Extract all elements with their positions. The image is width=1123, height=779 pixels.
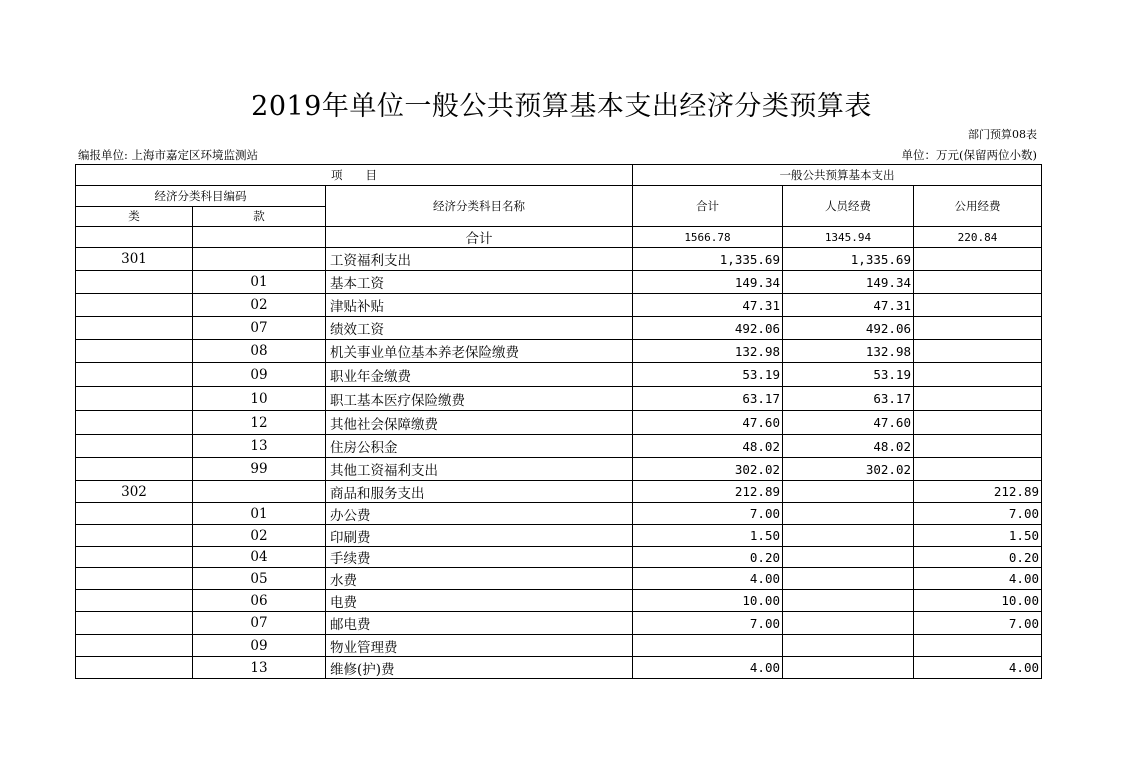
summary-lei bbox=[76, 227, 193, 248]
table-row bbox=[76, 458, 1042, 481]
header-public: 公用经费 bbox=[914, 186, 1042, 227]
row-total: 47.31 bbox=[633, 294, 783, 317]
row-kuan: 99 bbox=[193, 458, 326, 481]
row-name: 津贴补贴 bbox=[326, 294, 633, 317]
row-name: 职业年金缴费 bbox=[326, 363, 633, 387]
row-public bbox=[914, 317, 1042, 340]
row-personnel: 132.98 bbox=[783, 340, 914, 363]
row-total: 4.00 bbox=[633, 657, 783, 679]
row-name: 基本工资 bbox=[326, 271, 633, 294]
row-public bbox=[914, 363, 1042, 387]
row-name: 工资福利支出 bbox=[326, 248, 633, 271]
row-kuan: 07 bbox=[193, 612, 326, 635]
table-row bbox=[76, 568, 1042, 590]
row-kuan: 01 bbox=[193, 503, 326, 525]
row-name: 职工基本医疗保险缴费 bbox=[326, 387, 633, 411]
row-kuan bbox=[193, 248, 326, 271]
row-name: 办公费 bbox=[326, 503, 633, 525]
row-lei bbox=[76, 525, 193, 547]
row-public bbox=[914, 635, 1042, 657]
table-row bbox=[76, 387, 1042, 411]
summary-public: 220.84 bbox=[914, 227, 1042, 248]
row-lei bbox=[76, 657, 193, 679]
row-lei bbox=[76, 363, 193, 387]
row-lei bbox=[76, 411, 193, 435]
row-public bbox=[914, 435, 1042, 458]
row-lei: 301 bbox=[76, 248, 193, 271]
header-general-budget: 一般公共预算基本支出 bbox=[633, 165, 1042, 186]
row-personnel bbox=[783, 657, 914, 679]
row-lei bbox=[76, 387, 193, 411]
row-personnel bbox=[783, 503, 914, 525]
summary-kuan bbox=[193, 227, 326, 248]
header-lei: 类 bbox=[76, 206, 193, 227]
row-personnel: 47.31 bbox=[783, 294, 914, 317]
row-total: 1,335.69 bbox=[633, 248, 783, 271]
summary-personnel: 1345.94 bbox=[783, 227, 914, 248]
table-row bbox=[76, 271, 1042, 294]
row-name: 住房公积金 bbox=[326, 435, 633, 458]
row-public: 4.00 bbox=[914, 657, 1042, 679]
row-personnel bbox=[783, 568, 914, 590]
row-personnel bbox=[783, 525, 914, 547]
row-personnel bbox=[783, 481, 914, 503]
row-public bbox=[914, 340, 1042, 363]
row-name: 水费 bbox=[326, 568, 633, 590]
table-row bbox=[76, 294, 1042, 317]
row-lei bbox=[76, 458, 193, 481]
row-kuan: 13 bbox=[193, 435, 326, 458]
row-kuan: 09 bbox=[193, 363, 326, 387]
summary-row bbox=[76, 227, 1042, 248]
row-name: 机关事业单位基本养老保险缴费 bbox=[326, 340, 633, 363]
row-kuan: 10 bbox=[193, 387, 326, 411]
row-name: 维修(护)费 bbox=[326, 657, 633, 679]
table-row bbox=[76, 248, 1042, 271]
row-public bbox=[914, 271, 1042, 294]
row-public: 7.00 bbox=[914, 503, 1042, 525]
row-name: 其他工资福利支出 bbox=[326, 458, 633, 481]
row-public bbox=[914, 411, 1042, 435]
summary-label: 合计 bbox=[326, 227, 633, 248]
table-row bbox=[76, 503, 1042, 525]
header-project: 项 目 bbox=[76, 165, 633, 186]
row-kuan: 08 bbox=[193, 340, 326, 363]
row-personnel: 1,335.69 bbox=[783, 248, 914, 271]
row-name: 其他社会保障缴费 bbox=[326, 411, 633, 435]
row-name: 印刷费 bbox=[326, 525, 633, 547]
row-total: 48.02 bbox=[633, 435, 783, 458]
table-row bbox=[76, 612, 1042, 635]
row-personnel: 302.02 bbox=[783, 458, 914, 481]
row-total: 212.89 bbox=[633, 481, 783, 503]
row-kuan: 04 bbox=[193, 547, 326, 568]
row-lei: 302 bbox=[76, 481, 193, 503]
row-personnel bbox=[783, 590, 914, 612]
row-name: 电费 bbox=[326, 590, 633, 612]
row-total: 149.34 bbox=[633, 271, 783, 294]
header-personnel: 人员经费 bbox=[783, 186, 914, 227]
row-kuan: 07 bbox=[193, 317, 326, 340]
budget-table bbox=[75, 164, 1042, 679]
header-code: 经济分类科目编码 bbox=[76, 186, 326, 207]
row-name: 绩效工资 bbox=[326, 317, 633, 340]
row-public bbox=[914, 458, 1042, 481]
row-kuan: 13 bbox=[193, 657, 326, 679]
row-total: 1.50 bbox=[633, 525, 783, 547]
row-kuan bbox=[193, 481, 326, 503]
row-personnel: 149.34 bbox=[783, 271, 914, 294]
reporting-unit: 编报单位: 上海市嘉定区环境监测站 bbox=[78, 148, 259, 162]
table-row bbox=[76, 481, 1042, 503]
row-lei bbox=[76, 294, 193, 317]
row-lei bbox=[76, 271, 193, 294]
row-total: 7.00 bbox=[633, 612, 783, 635]
summary-total: 1566.78 bbox=[633, 227, 783, 248]
row-kuan: 02 bbox=[193, 525, 326, 547]
row-personnel: 48.02 bbox=[783, 435, 914, 458]
row-public: 0.20 bbox=[914, 547, 1042, 568]
table-row bbox=[76, 317, 1042, 340]
row-lei bbox=[76, 612, 193, 635]
header-kuan: 款 bbox=[193, 206, 326, 227]
row-personnel: 53.19 bbox=[783, 363, 914, 387]
row-total: 53.19 bbox=[633, 363, 783, 387]
row-total bbox=[633, 635, 783, 657]
row-kuan: 02 bbox=[193, 294, 326, 317]
table-row bbox=[76, 635, 1042, 657]
table-row bbox=[76, 411, 1042, 435]
header-name: 经济分类科目名称 bbox=[326, 186, 633, 227]
row-total: 302.02 bbox=[633, 458, 783, 481]
page-title: 2019年单位一般公共预算基本支出经济分类预算表 bbox=[251, 91, 872, 122]
row-lei bbox=[76, 503, 193, 525]
row-personnel: 492.06 bbox=[783, 317, 914, 340]
row-total: 4.00 bbox=[633, 568, 783, 590]
table-row bbox=[76, 435, 1042, 458]
row-personnel bbox=[783, 547, 914, 568]
currency-unit: 单位：万元(保留两位小数) bbox=[901, 148, 1037, 162]
row-public: 1.50 bbox=[914, 525, 1042, 547]
row-personnel bbox=[783, 612, 914, 635]
row-lei bbox=[76, 435, 193, 458]
row-total: 132.98 bbox=[633, 340, 783, 363]
row-lei bbox=[76, 635, 193, 657]
form-number: 部门预算08表 bbox=[968, 128, 1037, 141]
row-name: 物业管理费 bbox=[326, 635, 633, 657]
row-kuan: 01 bbox=[193, 271, 326, 294]
row-public: 4.00 bbox=[914, 568, 1042, 590]
row-kuan: 05 bbox=[193, 568, 326, 590]
row-public bbox=[914, 248, 1042, 271]
row-kuan: 09 bbox=[193, 635, 326, 657]
row-lei bbox=[76, 568, 193, 590]
row-name: 邮电费 bbox=[326, 612, 633, 635]
row-public bbox=[914, 294, 1042, 317]
row-lei bbox=[76, 340, 193, 363]
row-total: 492.06 bbox=[633, 317, 783, 340]
row-lei bbox=[76, 590, 193, 612]
row-kuan: 12 bbox=[193, 411, 326, 435]
header-total: 合计 bbox=[633, 186, 783, 227]
table-row bbox=[76, 363, 1042, 387]
row-lei bbox=[76, 547, 193, 568]
row-public bbox=[914, 387, 1042, 411]
table-row bbox=[76, 590, 1042, 612]
row-lei bbox=[76, 317, 193, 340]
row-personnel: 47.60 bbox=[783, 411, 914, 435]
row-total: 47.60 bbox=[633, 411, 783, 435]
row-personnel bbox=[783, 635, 914, 657]
row-name: 商品和服务支出 bbox=[326, 481, 633, 503]
table-row bbox=[76, 340, 1042, 363]
table-row bbox=[76, 547, 1042, 568]
row-public: 7.00 bbox=[914, 612, 1042, 635]
row-total: 0.20 bbox=[633, 547, 783, 568]
table-row bbox=[76, 525, 1042, 547]
row-personnel: 63.17 bbox=[783, 387, 914, 411]
table-row bbox=[76, 657, 1042, 679]
row-public: 212.89 bbox=[914, 481, 1042, 503]
row-public: 10.00 bbox=[914, 590, 1042, 612]
row-total: 10.00 bbox=[633, 590, 783, 612]
row-kuan: 06 bbox=[193, 590, 326, 612]
row-total: 63.17 bbox=[633, 387, 783, 411]
row-total: 7.00 bbox=[633, 503, 783, 525]
row-name: 手续费 bbox=[326, 547, 633, 568]
